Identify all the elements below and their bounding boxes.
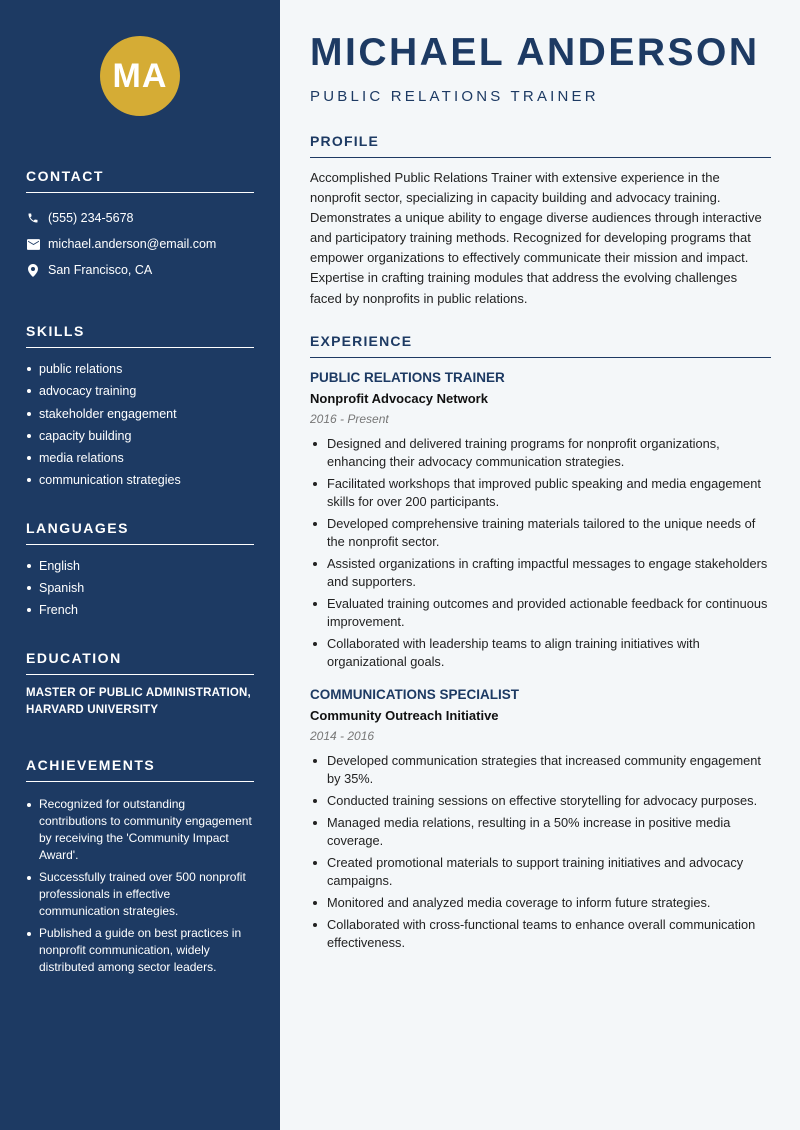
skill-item: public relations [26, 358, 254, 380]
job-bullet: Conducted training sessions on effective storytelling for advocacy purposes. [310, 792, 771, 810]
achievements-list [26, 796, 254, 976]
job-company: Community Outreach Initiative [310, 707, 499, 723]
education-degree: MASTER OF PUBLIC ADMINISTRATION, HARVARD UNIVERSITY [26, 686, 251, 716]
languages-list [26, 555, 254, 622]
languages-section [26, 520, 254, 622]
contact-location [26, 257, 254, 283]
profile-heading: PROFILE [310, 133, 771, 158]
job-bullets [310, 435, 771, 671]
job-bullet: Created promotional materials to support training initiatives and advocacy campaigns. [310, 854, 771, 890]
contact-list [26, 205, 254, 283]
job-bullet: Developed comprehensive training materials tailored to the unique needs of the nonprofit sector. [310, 515, 771, 551]
job-title: PUBLIC RELATIONS TRAINER [310, 369, 505, 385]
achievements-section [26, 757, 254, 976]
job-bullet: Evaluated training outcomes and provided actionable feedback for continuous improvement. [310, 595, 771, 631]
language-item: Spanish [26, 577, 254, 599]
phone-text: (555) 234-5678 [48, 211, 134, 225]
map-pin-icon [26, 263, 40, 277]
email-text: michael.anderson@email.com [48, 237, 217, 251]
candidate-name: MICHAEL ANDERSON [310, 31, 760, 74]
skill-item: communication strategies [26, 469, 254, 491]
job-dates: 2014 - 2016 [310, 728, 375, 743]
main-content [280, 0, 800, 1130]
mail-icon [26, 237, 40, 251]
skills-list [26, 358, 254, 492]
job-bullets [310, 752, 771, 952]
education-section [26, 650, 254, 719]
skill-item: advocacy training [26, 380, 254, 402]
skills-heading: SKILLS [26, 323, 254, 348]
experience-heading: EXPERIENCE [310, 333, 771, 358]
skill-item: media relations [26, 447, 254, 469]
profile-section [310, 133, 771, 309]
avatar-initials: MA [100, 36, 180, 116]
contact-heading: CONTACT [26, 168, 254, 193]
job-bullet: Collaborated with cross-functional teams to enhance overall communication effectiveness. [310, 916, 771, 952]
contact-phone [26, 205, 254, 231]
phone-icon [26, 211, 40, 225]
skill-item: capacity building [26, 425, 254, 447]
job-bullet: Facilitated workshops that improved public speaking and media engagement skills for over 200 participants. [310, 475, 771, 511]
skills-section [26, 323, 254, 492]
candidate-role: PUBLIC RELATIONS TRAINER [310, 88, 599, 105]
job-bullet: Designed and delivered training programs for nonprofit organizations, enhancing their advocacy communication strategies. [310, 435, 771, 471]
sidebar [0, 0, 280, 1130]
language-item: English [26, 555, 254, 577]
contact-section [26, 168, 254, 283]
job-dates: 2016 - Present [310, 411, 389, 426]
education-heading: EDUCATION [26, 650, 254, 675]
location-text: San Francisco, CA [48, 263, 153, 277]
job-title: COMMUNICATIONS SPECIALIST [310, 686, 519, 702]
achievements-heading: ACHIEVEMENTS [26, 757, 254, 782]
skill-item: stakeholder engagement [26, 403, 254, 425]
job-bullet: Developed communication strategies that increased community engagement by 35%. [310, 752, 771, 788]
experience-section [310, 333, 771, 952]
job-bullet: Managed media relations, resulting in a 50% increase in positive media coverage. [310, 814, 771, 850]
job-bullet: Monitored and analyzed media coverage to inform future strategies. [310, 894, 771, 912]
achievement-item: Recognized for outstanding contributions to community engagement by receiving the 'Community Impact Award'. [26, 796, 254, 864]
language-item: French [26, 599, 254, 621]
languages-heading: LANGUAGES [26, 520, 254, 545]
job-entry [310, 370, 771, 671]
achievement-item: Successfully trained over 500 nonprofit professionals in effective communication strategies. [26, 869, 254, 920]
job-company: Nonprofit Advocacy Network [310, 390, 488, 406]
job-bullet: Assisted organizations in crafting impactful messages to engage stakeholders and supporters. [310, 555, 771, 591]
job-entry [310, 687, 771, 952]
profile-text: Accomplished Public Relations Trainer with extensive experience in the nonprofit sector, specializing in capacity building and advocacy training. Demonstrates a unique ability to engage diverse audiences through interactive and participatory training methods. Recognized for developing programs that empower organizations to effectively communicate their mission and impact. Expertise in crafting training modules that address the evolving challenges faced by nonprofits in public relations. [310, 170, 762, 306]
contact-email [26, 231, 254, 257]
achievement-item: Published a guide on best practices in nonprofit communication, widely distributed among sector leaders. [26, 925, 254, 976]
job-bullet: Collaborated with leadership teams to align training initiatives with organizational goals. [310, 635, 771, 671]
